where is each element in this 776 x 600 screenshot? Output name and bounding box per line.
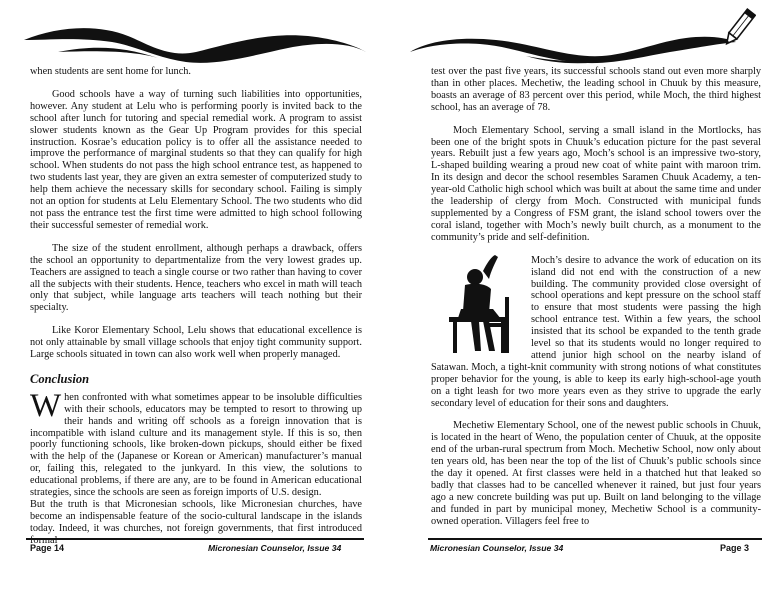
right-column bbox=[431, 66, 761, 528]
footer-rule bbox=[428, 538, 762, 540]
footer-page-number: Page 14 bbox=[30, 543, 65, 553]
paragraph-enrollment: The size of the student enrollment, although perhaps a drawback, offers the school an opportunity to departmentalize from the very lowest grades up. Teachers are assigned to teach a single course or two rather than having to cover all the subjects with their students. Hence, teachers who excel in math will teach only that subject, while language arts teachers will teach nothing but their specialty. bbox=[30, 242, 362, 314]
paragraph-moch-desire-text: Moch’s desire to advance the work of education on its island did not end with the construction of a new building. The community provided close oversight of school operations and kept pressure on the school staff to ensure that most students were passing the high school entrance test. Within a few years, the school insisted that its school be expanded to the tenth grade level so that its students would no longer required to attend junior high school on the nearby island of Satawan. Moch, a tight-knit community with strong notions of what constitutes proper behavior for the young, is able to keep its early high-school-age youth on a tight leash for two more years even as they strive to upgrade the early secondary level of education for their sons and daughters. bbox=[431, 254, 761, 409]
paragraph-moch-desire bbox=[431, 255, 761, 410]
lead-in-text: when students are sent home for lunch. bbox=[30, 66, 191, 77]
left-column bbox=[30, 66, 362, 547]
header-swoosh-icon bbox=[18, 22, 370, 72]
paragraph-koror: Like Koror Elementary School, Lelu shows that educational excellence is not only attainable by small village schools that enjoy tight community support. Large schools situated in town can also work well when properly managed. bbox=[30, 325, 362, 361]
student-at-desk-icon bbox=[431, 253, 525, 357]
lead-in-text: test over the past five years, its successful schools stand out even more sharply than in other places. Mechetiw, the leading school in Chuuk by this measure, boasts an average of 83 percent over this period, while Moch, the third highest school, has an average of 78. bbox=[431, 66, 761, 113]
paragraph-conclusion bbox=[30, 387, 362, 499]
right-page bbox=[388, 0, 776, 600]
header-swoosh-icon bbox=[406, 22, 758, 72]
paragraph-moch: Moch Elementary School, serving a small island in the Mortlocks, has been one of the bright spots in Chuuk’s education picture for the past several years. Rebuilt just a few years ago, Moch’s school is an impressive two-story, L-shaped building wearing a proud new coat of white paint with maroon trim. In its design and decor the school resembles Saramen Chuuk Academy, a ten-year-old Catholic high school which was built at about the same time and under the leadership of clergy from Moch. Constructed with municipal funds supplemented by a Congress of FSM grant, the island school towers over the coral island, together with Moch’s newly built church, as a monument to the community’s pride and self-definition. bbox=[431, 124, 761, 243]
footer-publication: Micronesian Counselor, Issue 34 bbox=[430, 543, 564, 553]
footer-publication: Micronesian Counselor, Issue 34 bbox=[208, 543, 342, 553]
drop-cap: W bbox=[30, 387, 62, 424]
paragraph-mechetiw: Mechetiw Elementary School, one of the newest public schools in Chuuk, is located in the heart of Weno, the population center of Chuuk, at the opposite end of the urban-rural spectrum from Moch. Mechetiw School, now only about ten years old, has been near the top of the list of Chuuk’s public schools since the day it opened. At first classes were held in a thatched hut that leaked so badly that classes had to be cancelled whenever it rained, but just four years ago a new concrete building was put up. Built on land belonging to the village and funded in part by municipal money, Mechetiw School is a community-owned operation. Villagers feel free to bbox=[431, 420, 761, 527]
pencil-icon bbox=[722, 6, 756, 50]
footer-page-number: Page 3 bbox=[720, 543, 750, 553]
section-heading-conclusion: Conclusion bbox=[30, 371, 90, 386]
conclusion-text: hen confronted with what sometimes appear to be insoluble difficulties with their schools, educators may be tempted to resort to throwing up their hands and writing off schools as a foreign innovation that is incompatible with island culture and its management style. If this is so, then poorly functioning schools, like broken-down pickups, should either be fixed with the help of the (Japanese or Korean or American) manufacturer’s manual or, failing this, relegated to the junkyard. In this view, the solutions to educational problems, if there are any, are to be found in American educational strategies, since the schools are seen as foreign imports of U.S. design. bbox=[30, 391, 362, 499]
paragraph-tutoring: Good schools have a way of turning such liabilities into opportunities, however. Any student at Lelu who is performing poorly is invited back to the school after lunch for tutoring and special remedial work. A program to assist slower students known as the Gear Up Program provides for this special instruction. Kosrae’s education policy is to offer all the assistance needed to improve the performance of marginal students so that they can qualify for high school. When students do not pass the high school entrance test, as happened to two students last year, they are given an extra semester of computerized study to help them achieve the necessary skills for secondary school. Failing is simply not an option for students at Lelu Elementary School. The two students who did not pass the entrance test the first time were admitted to high school following their successful semester of remedial work. bbox=[30, 88, 362, 231]
footer-rule bbox=[26, 538, 364, 540]
student-figure-wrap bbox=[431, 253, 525, 357]
paragraph-churches: But the truth is that Micronesian schools, like Micronesian churches, have become an indispensable feature of the socio-cultural landscape in the islands today. Indeed, it was churches, not foreign governments, that first introduced formal bbox=[30, 499, 362, 546]
